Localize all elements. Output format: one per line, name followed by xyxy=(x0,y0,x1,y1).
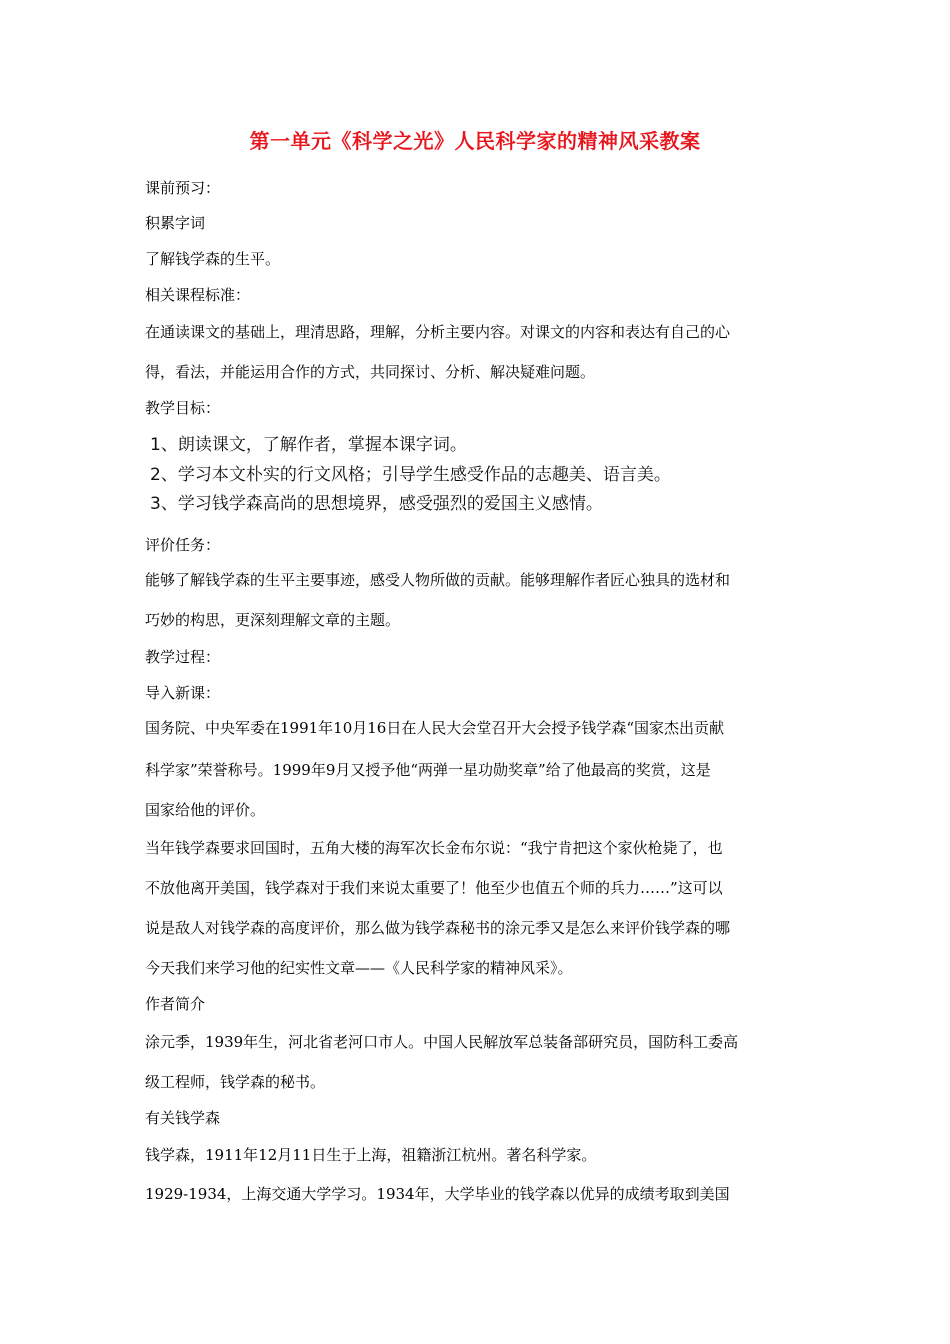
paragraph-line: 科学家”荣誉称号。1999年9月又授予他“两弹一星功勋奖章”给了他最高的奖赏，这是 xyxy=(145,761,711,779)
paragraph-line: 说是敌人对钱学森的高度评价，那么做为钱学森秘书的涂元季又是怎么来评价钱学森的哪 xyxy=(145,919,731,937)
paragraph-line: 国家给他的评价。 xyxy=(145,801,266,819)
goal-item: 2、学习本文朴实的行文风格；引导学生感受作品的志趣美、语言美。 xyxy=(150,465,671,485)
section-heading-standards: 相关课程标准： xyxy=(145,286,251,304)
paragraph-line: 得，看法，并能运用合作的方式，共同探讨、分析、解决疑难问题。 xyxy=(145,363,596,381)
paragraph-line: 在通读课文的基础上，理清思路，理解，分析主要内容。对课文的内容和表达有自己的心 xyxy=(145,323,731,341)
goal-item: 1、朗读课文，了解作者，掌握本课字词。 xyxy=(150,435,467,455)
section-heading-goals: 教学目标： xyxy=(145,399,221,417)
paragraph-line: 能够了解钱学森的生平主要事迹，感受人物所做的贡献。能够理解作者匠心独具的选材和 xyxy=(145,571,731,589)
paragraph-line: 不放他离开美国，钱学森对于我们来说太重要了！他至少也值五个师的兵力……”这可以 xyxy=(145,879,723,897)
paragraph-line: 国务院、中央军委在1991年10月16日在人民大会堂召开大会授予钱学森“国家杰出贡献 xyxy=(145,719,725,737)
paragraph-line: 今天我们来学习他的纪实性文章——《人民科学家的精神风采》。 xyxy=(145,959,573,977)
section-heading-preview: 课前预习： xyxy=(145,179,221,197)
paragraph-line: 涂元季，1939年生，河北省老河口市人。中国人民解放军总装备部研究员，国防科工委高 xyxy=(145,1033,739,1051)
paragraph-line: 钱学森，1911年12月11日生于上海，祖籍浙江杭州。著名科学家。 xyxy=(145,1146,597,1164)
goal-item: 3、学习钱学森高尚的思想境界，感受强烈的爱国主义感情。 xyxy=(150,494,603,514)
paragraph-line: 1929-1934，上海交通大学学习。1934年，大学毕业的钱学森以优异的成绩考取到美国 xyxy=(145,1185,730,1203)
section-heading-evaluation: 评价任务： xyxy=(145,536,221,554)
document-title: 第一单元《科学之光》人民科学家的精神风采教案 xyxy=(249,129,701,153)
paragraph-line: 级工程师，钱学森的秘书。 xyxy=(145,1073,326,1091)
paragraph-line: 积累字词 xyxy=(145,214,206,232)
paragraph-line: 了解钱学森的生平。 xyxy=(145,250,281,268)
section-heading-qian: 有关钱学森 xyxy=(145,1109,221,1127)
section-heading-intro: 导入新课： xyxy=(145,684,221,702)
paragraph-line: 巧妙的构思，更深刻理解文章的主题。 xyxy=(145,611,401,629)
paragraph-line: 当年钱学森要求回国时，五角大楼的海军次长金布尔说：“我宁肯把这个家伙枪毙了，也 xyxy=(145,839,723,857)
section-heading-author: 作者简介 xyxy=(145,995,206,1013)
section-heading-process: 教学过程： xyxy=(145,648,221,666)
